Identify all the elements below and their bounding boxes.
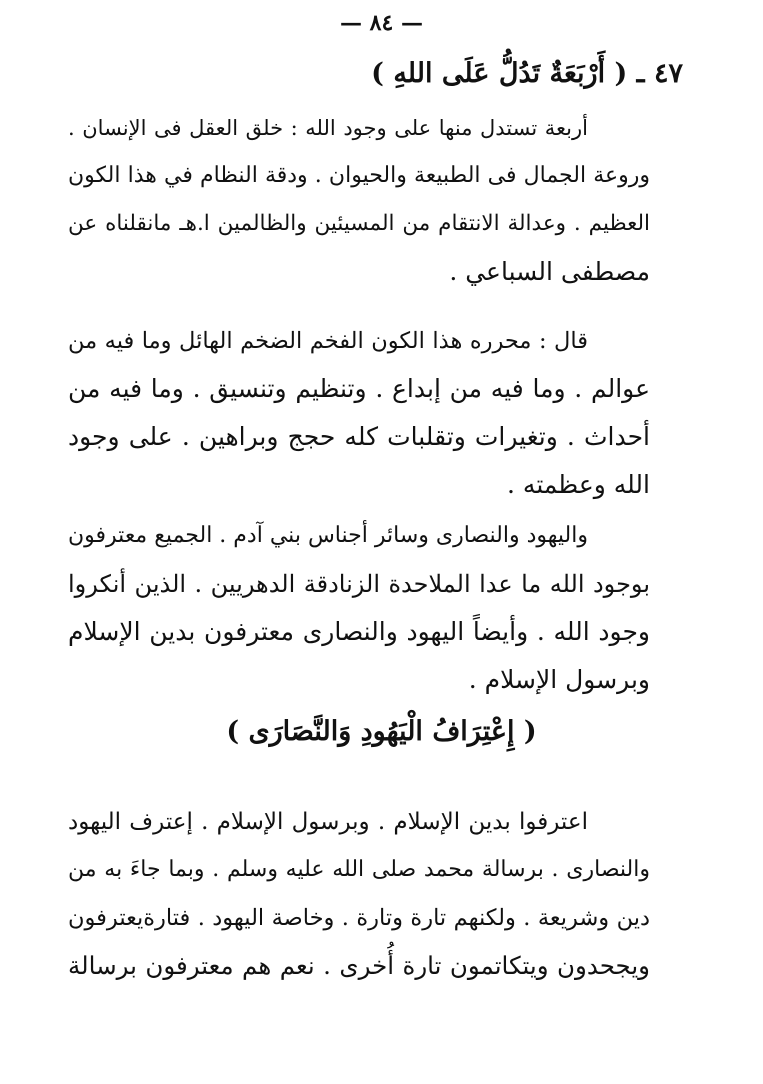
page-number: — ٨٤ — [340,10,423,36]
paragraph-2 [68,317,650,509]
section-heading: ٤٧ ـ ( أَرْبَعَةٌ تَدُلُّ عَلَى اللهِ ) [371,58,683,89]
paragraph-line: ويجحدون ويتكاتمون تارة أُخرى . نعم هم معترفون برسالة [68,951,650,980]
subheading: ( إِعْتِرَافُ الْيَهُودِ وَالنَّصَارَى ) [226,716,537,747]
paragraph-line: عوالم . وما فيه من إبداع . وتنظيم وتنسيق . وما فيه من [68,374,650,403]
paragraph-line: دين وشريعة . ولكنهم تارة وتارة . وخاصة اليهود . فتارةيعترفون [68,905,650,931]
paragraph-line: قال : محرره هذا الكون الفخم الضخم الهائل وما فيه من [68,328,588,354]
paragraph-3 [68,512,650,704]
paragraph-line: أربعة تستدل منها على وجود الله : خلق العقل فى الإنسان . [68,116,588,140]
paragraph-line: واليهود والنصارى وسائر أجناس بني آدم . الجميع معترفون [68,523,588,548]
paragraph-1 [68,104,650,296]
paragraph-line: الله وعظمته . [507,470,650,499]
paragraph-line: وجود الله . وأيضاً اليهود والنصارى معترفون بدين الإسلام [68,617,650,646]
paragraph-line: وبرسول الإسلام . [468,665,650,694]
paragraph-line: العظيم . وعدالة الانتقام من المسيئين والظالمين ا.هـ مانقلناه عن [68,211,650,236]
paragraph-line: بوجود الله ما عدا الملاحدة الزنادقة الدهريين . الذين أنكروا [68,570,650,598]
paragraph-4 [68,798,650,990]
paragraph-line: مصطفى السباعي . [449,257,650,286]
paragraph-line: أحداث . وتغيرات وتقلبات كله حجج وبراهين . على وجود [68,422,650,451]
paragraph-line: والنصارى . برسالة محمد صلى الله عليه وسلم . وبما جاءَ به من [68,857,650,882]
paragraph-line: وروعة الجمال فى الطبيعة والحيوان . ودقة النظام في هذا الكون [68,163,650,188]
paragraph-line: اعترفوا بدين الإسلام . وبرسول الإسلام . إعترف اليهود [68,809,588,835]
